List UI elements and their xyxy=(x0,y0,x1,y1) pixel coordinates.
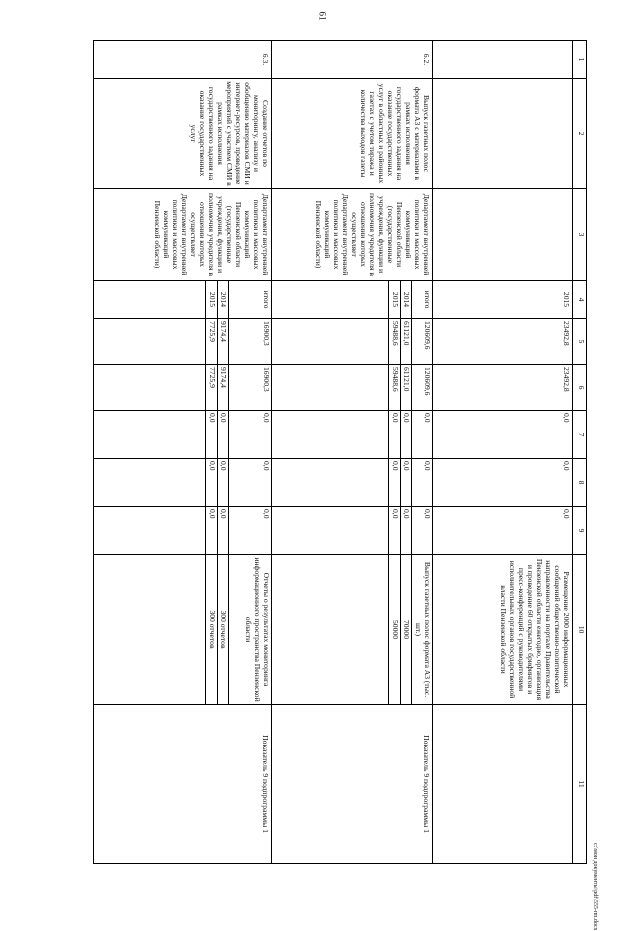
activity-name: Создание отчетов по мониторингу, анализу и обобщению материалов СМИ и интернет-ресурсов, проведение мероприятий с участием СМИ в рамках исполнения государственного задания на оказание государственных услуг xyxy=(94,79,272,189)
cell-value: 59488,6 xyxy=(389,319,401,365)
cell-empty xyxy=(94,507,206,555)
cell-value: 0,0 xyxy=(229,507,272,555)
cell-empty xyxy=(94,281,206,319)
cell-value: 0,0 xyxy=(432,411,573,459)
cell-value: 120609,6 xyxy=(412,365,432,411)
cell-total-label: итого xyxy=(412,281,432,319)
page-number: 61 xyxy=(317,11,328,21)
cell-result: 300 отчетов xyxy=(205,555,217,705)
cell-result: 300 отчетов xyxy=(217,555,229,705)
cell-empty xyxy=(271,555,388,705)
cell-empty xyxy=(271,507,388,555)
cell-empty xyxy=(271,459,388,507)
header-cell: 11 xyxy=(573,705,587,864)
cell-value: 0,0 xyxy=(389,507,401,555)
cell-result: 50000 xyxy=(389,555,401,705)
cell-value: 61121,0 xyxy=(400,319,412,365)
cell-result: Размещение 2000 информационных сообщений общественно-политической направленности на портале Правительства Пензенской области ежегодно, организация и проведение 60 открытых брифингов и пресс-конференций с руководителями исполнительных органов государственной власти Пензенской области xyxy=(432,555,573,705)
cell-year: 2014 xyxy=(217,281,229,319)
header-row xyxy=(573,41,587,864)
cell-value: 120609,6 xyxy=(412,319,432,365)
cell-empty xyxy=(271,411,388,459)
header-cell: 4 xyxy=(573,281,587,319)
cell-value: 0,0 xyxy=(389,411,401,459)
cell-value: 0,0 xyxy=(400,459,412,507)
header-cell: 2 xyxy=(573,79,587,189)
header-cell: 7 xyxy=(573,411,587,459)
cell-value: 9174,4 xyxy=(217,365,229,411)
table-row-continued xyxy=(432,41,573,864)
cell-empty xyxy=(271,365,388,411)
footer-file-path xyxy=(592,843,608,931)
cell-result: Отчеты о результатах мониторинга информационного пространства Пензенской области xyxy=(229,555,272,705)
cell-value: 0,0 xyxy=(389,459,401,507)
cell-indicator: Показатель 9 подпрограммы 1 xyxy=(271,705,432,864)
header-cell: 10 xyxy=(573,555,587,705)
header-cell: 3 xyxy=(573,189,587,281)
cell-indicator: Показатель 9 подпрограммы 1 xyxy=(94,705,272,864)
cell-value: 0,0 xyxy=(205,459,217,507)
cell-empty xyxy=(94,555,206,705)
activity-name: Выпуск газетных полос формата А3 с материалами в рамках исполнения государственного задания на оказание государственных услуг в областных и районных газетах с учетом тиража и количества выходов газеты xyxy=(271,79,432,189)
cell-empty xyxy=(94,365,206,411)
cell-value: 0,0 xyxy=(217,459,229,507)
cell-value: 23492,8 xyxy=(432,365,573,411)
cell-value: 0,0 xyxy=(412,411,432,459)
cell-value: 59488,6 xyxy=(389,365,401,411)
cell-year: 2015 xyxy=(432,281,573,319)
cell-value: 9174,4 xyxy=(217,319,229,365)
table-row xyxy=(412,41,432,864)
cell-value: 61121,0 xyxy=(400,365,412,411)
cell-value: 16900,3 xyxy=(229,319,272,365)
cell-year: 2015 xyxy=(389,281,401,319)
cell-value: 0,0 xyxy=(205,411,217,459)
header-cell: 1 xyxy=(573,41,587,79)
cell-value: 0,0 xyxy=(432,507,573,555)
cell-value: 0,0 xyxy=(229,459,272,507)
footer-file-path-text: c:\мои документы\pdf\555-пп.docx xyxy=(592,843,598,931)
cell-empty xyxy=(432,41,573,79)
program-activities-table xyxy=(93,40,587,864)
cell-value: 7725,9 xyxy=(205,319,217,365)
cell-indicator xyxy=(432,705,573,864)
cell-value: 0,0 xyxy=(229,411,272,459)
cell-year: 2015 xyxy=(205,281,217,319)
header-cell: 8 xyxy=(573,459,587,507)
cell-empty xyxy=(94,411,206,459)
cell-empty xyxy=(271,281,388,319)
cell-value: 0,0 xyxy=(217,411,229,459)
header-cell: 6 xyxy=(573,365,587,411)
cell-value: 0,0 xyxy=(432,459,573,507)
cell-value: 0,0 xyxy=(400,411,412,459)
cell-result: Выпуск газетных полос формата А3 (тыс. шт.) xyxy=(412,555,432,705)
table-row xyxy=(229,41,272,864)
cell-year: 2014 xyxy=(400,281,412,319)
cell-value: 7725,9 xyxy=(205,365,217,411)
header-cell: 5 xyxy=(573,319,587,365)
executor: Департамент внутренней политики и массовых коммуникаций Пензенской области (государственные учреждения, функции и полномочия учредителя в отношении которых осуществляет Департамент внутренней политики и массовых коммуникаций Пензенской области) xyxy=(94,189,272,281)
cell-result: 70000 xyxy=(400,555,412,705)
cell-value: 16900,3 xyxy=(229,365,272,411)
table-wrapper xyxy=(93,40,587,863)
cell-total-label: итого xyxy=(229,281,272,319)
cell-empty xyxy=(94,459,206,507)
cell-empty xyxy=(432,79,573,189)
cell-value: 0,0 xyxy=(205,507,217,555)
cell-empty xyxy=(432,189,573,281)
executor: Департамент внутренней политики и массовых коммуникаций Пензенской области (государственные учреждения, функции и полномочия учредителя в отношении которых осуществляет Департамент внутренней политики и массовых коммуникаций Пензенской области) xyxy=(271,189,432,281)
header-cell: 9 xyxy=(573,507,587,555)
cell-empty xyxy=(94,319,206,365)
cell-value: 0,0 xyxy=(400,507,412,555)
cell-value: 0,0 xyxy=(217,507,229,555)
cell-value: 0,0 xyxy=(412,459,432,507)
row-number: 6.2. xyxy=(271,41,432,79)
cell-value: 0,0 xyxy=(412,507,432,555)
cell-value: 23492,8 xyxy=(432,319,573,365)
cell-empty xyxy=(271,319,388,365)
row-number: 6.3. xyxy=(94,41,272,79)
